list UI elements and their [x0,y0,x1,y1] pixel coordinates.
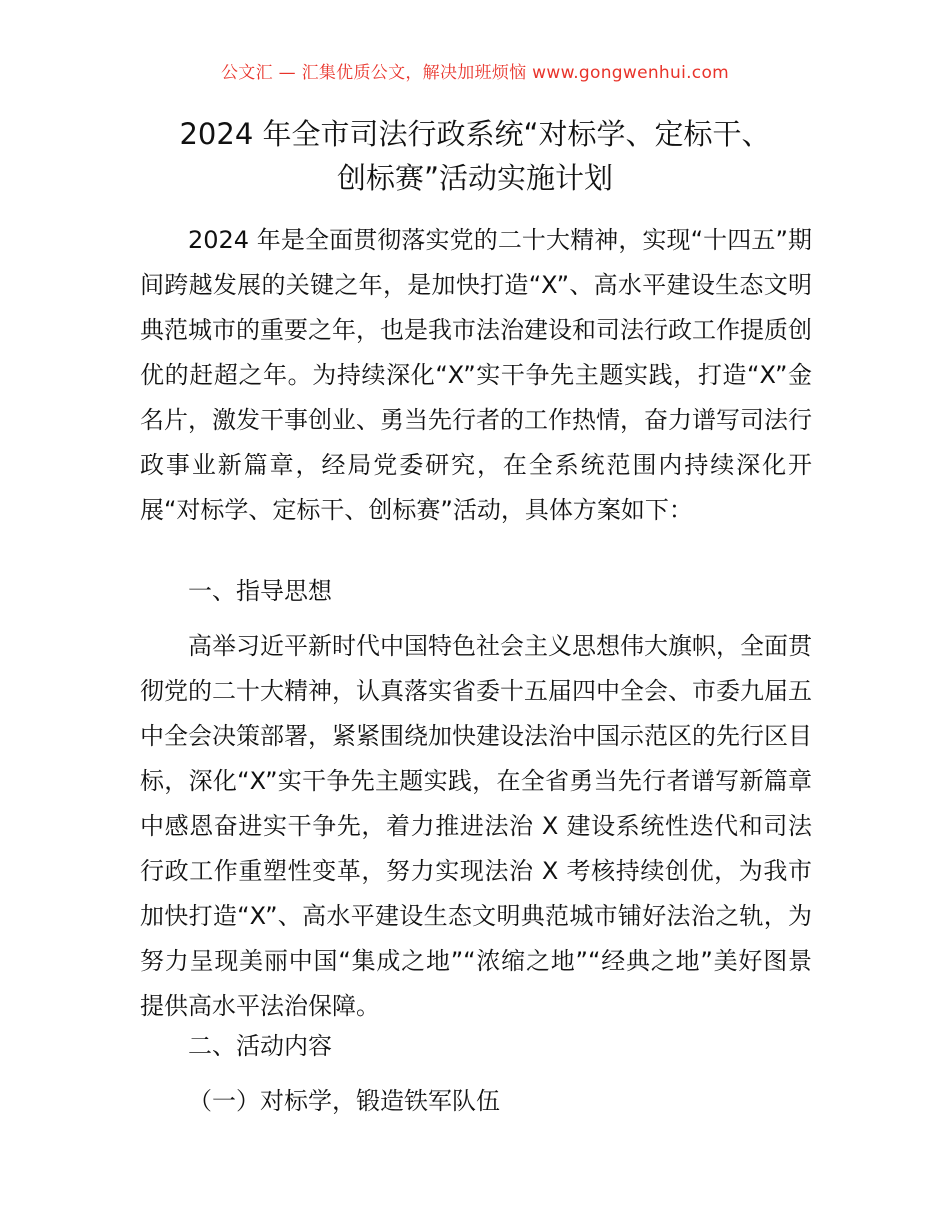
section-1-paragraph: 高举习近平新时代中国特色社会主义思想伟大旗帜，全面贯彻党的二十大精神，认真落实省委十五届四中全会、市委九届五中全会决策部署，紧紧围绕加快建设法治中国示范区的先行区目标，深化“X”实干争先主题实践，在全省勇当先行者谱写新篇章中感恩奋进实干争先，着力推进法治 X 建设系统性迭代和司法行政工作重塑性变革，努力实现法治 X 考核持续创优，为我市加快打造“X”、高水平建设生态文明典范城市铺好法治之轨，为努力呈现美丽中国“集成之地”“浓缩之地”“经典之地”美好图景提供高水平法治保障。 [140,632,812,1020]
title-line-2: 创标赛”活动实施计划 [336,161,614,195]
title-line-1: 2024 年全市司法行政系统“对标学、定标干、 [179,117,771,151]
header-banner: 公文汇 — 汇集优质公文，解决加班烦恼 www.gongwenhui.com [220,63,730,83]
intro-paragraph: 2024 年是全面贯彻落实党的二十大精神，实现“十四五”期间跨越发展的关键之年，是加快打造“X”、高水平建设生态文明典范城市的重要之年，也是我市法治建设和司法行政工作提质创优的赶超之年。为持续深化“X”实干争先主题实践，打造“X”金名片，激发干事创业、勇当先行者的工作热情，奋力谱写司法行政事业新篇章，经局党委研究，在全系统范围内持续深化开展“对标学、定标干、创标赛”活动，具体方案如下： [140,226,812,524]
document-title [120,112,830,200]
subsection-1-heading: （一）对标学，锻造铁军队伍 [188,1087,500,1115]
section-1-heading: 一、指导思想 [188,577,332,605]
section-2-heading: 二、活动内容 [188,1032,332,1060]
